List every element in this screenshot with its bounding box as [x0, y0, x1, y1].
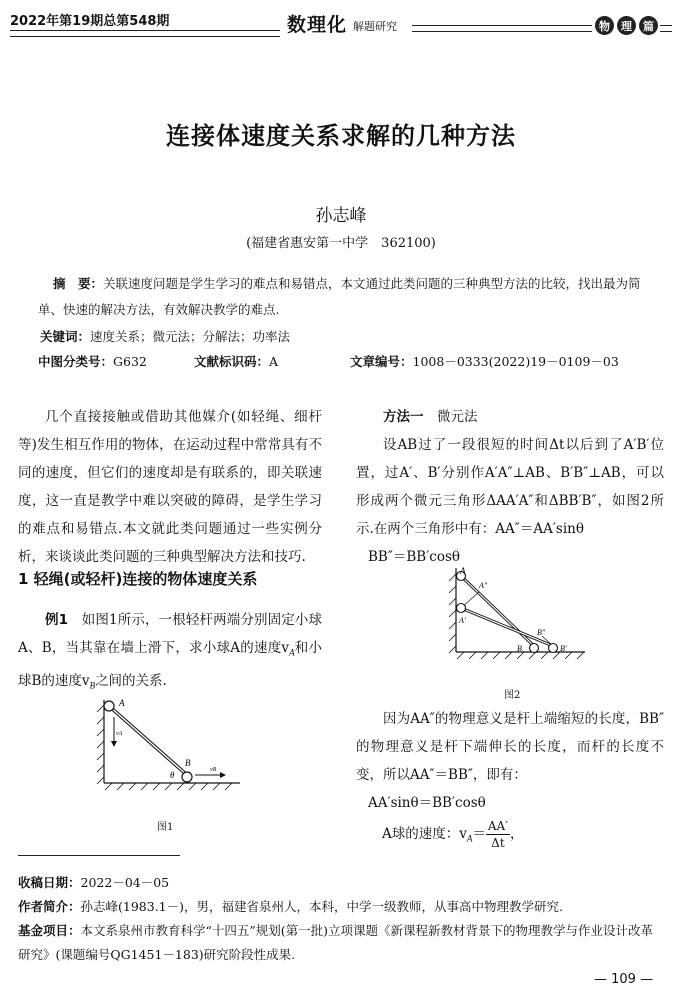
label-va: vA — [116, 731, 123, 737]
wall-hatch — [449, 574, 456, 653]
figure-2-caption: 图2 — [504, 690, 521, 701]
ball-b1 — [549, 644, 558, 653]
ball-a1 — [457, 604, 466, 613]
figure-2 — [440, 566, 590, 666]
header-rule-middle — [412, 25, 592, 32]
equation-va: A球的速度：$v_A=$ $\frac{AA'}{\Delta t}$ ， — [382, 819, 524, 850]
explanation-paragraph: 因为AA″的物理意义是杆上端缩短的长度，BB″的物理意义是杆下端伸长的长度，而杆的长度不变，所以AA″＝BB″，即有： — [356, 711, 664, 783]
fraction: $\frac{AA'}{\Delta t}$ — [487, 819, 508, 850]
issue-info: 2022年第19期总第548期 — [10, 14, 170, 29]
ball-b — [530, 644, 539, 653]
label-theta: θ — [170, 770, 175, 780]
author-bio: 作者简介：孙志峰(1983.1－)，男，福建省泉州人，本科，中学一级教师，从事高中物理教学研究. — [18, 899, 563, 914]
method-label: 方法一 — [383, 409, 424, 425]
label-a: A — [460, 566, 466, 576]
example-label: 例1 — [45, 612, 69, 628]
author-affiliation: (福建省惠安第一中学 362100) — [246, 236, 436, 251]
magazine-subtitle: 解题研究 — [353, 20, 397, 33]
abstract — [38, 271, 642, 323]
section-heading: 1 轻绳(或轻杆)连接的物体速度关系 — [18, 570, 258, 588]
left-column — [18, 403, 322, 571]
label-a: A — [119, 698, 125, 708]
method-paragraph: 设AB过了一段很短的时间Δt以后到了A′B′位置，过A′、B′分别作A′A″⊥AB、B′B″⊥AB，可以形成两个微元三角形ΔAA′A″和ΔBB′B″，如图2所示.在两个三角形中有：AA″＝AA′sinθ — [356, 437, 664, 537]
right-column-lower — [356, 705, 664, 817]
figure-1-caption: 图1 — [157, 822, 174, 833]
clc: 中图分类号：G632 — [38, 354, 147, 369]
section-badge: 物 — [595, 16, 614, 35]
abstract-text: 关联速度问题是学生学习的难点和易错点，本文通过此类问题的三种典型方法的比较，找出最为简单、快速的解决方法，有效解决教学的难点. — [38, 276, 641, 317]
article-author: 孙志峰 — [315, 206, 367, 226]
ball-a — [104, 701, 114, 711]
magazine-name: 数理化 — [287, 14, 348, 36]
example-1: 例1 如图1所示，一根轻杆两端分别固定小球A、B，当其靠在墙上滑下，求小球A的速度$v_A$和小球B的速度$v_B$之间的关系. — [18, 612, 323, 691]
label-b2: B″ — [537, 628, 546, 637]
doc-code: 文献标识码：A — [194, 354, 279, 369]
header-rule-left — [10, 30, 280, 37]
floor-hatch — [105, 783, 232, 790]
keywords-text: 速度关系；微元法；分解法；功率法 — [90, 329, 291, 344]
right-column — [356, 403, 664, 571]
intro-paragraph: 几个直接接触或借助其他媒介(如轻绳、细杆等)发生相互作用的物体，在运动过程中常常具有不同的速度，但它们的速度却是有联系的，即关联速度，这一直是教学中难以突破的障碍，是学生学习的难点和易错点.本文就此类问题通过一些实例分析，来谈谈此类问题的三种典型解决方法和技巧. — [18, 409, 322, 565]
equation-sin-cos: AA′sinθ＝BB′cosθ — [368, 795, 486, 811]
label-b: B — [185, 758, 191, 768]
section-badge: 篇 — [639, 16, 658, 35]
received-date: 收稿日期：2022－04－05 — [18, 875, 170, 890]
article-title: 连接体速度关系求解的几种方法 — [166, 122, 516, 150]
equation-bb: BB″＝BB′cosθ — [368, 549, 461, 565]
figure-1 — [92, 695, 242, 800]
floor-hatch — [457, 652, 584, 659]
label-vb: vB — [210, 767, 217, 773]
wall-hatch — [97, 705, 104, 784]
keywords-label: 关键词： — [40, 329, 91, 344]
footnote-rule — [18, 855, 180, 856]
label-a1: A′ — [459, 616, 466, 625]
section-badge: 理 — [617, 16, 636, 35]
method-name: 微元法 — [423, 409, 478, 425]
ball-b — [182, 772, 192, 782]
label-a2: A″ — [479, 581, 488, 590]
funding: 基金项目：本文系泉州市教育科学“十四五”规划(第一批)立项课题《新课程新教材背景下的物理教学与作业设计改革研究》(课题编号QG1451－183)研究阶段性成果. — [18, 923, 654, 962]
keywords — [38, 324, 644, 350]
label-b: B — [517, 644, 522, 653]
header-rule-right — [660, 25, 672, 32]
abstract-label: 摘 要： — [53, 276, 104, 291]
article-number: 文章编号：1008－0333(2022)19－0109－03 — [350, 354, 619, 369]
label-b1: B′ — [560, 644, 567, 653]
page-number: — 109 — — [594, 972, 654, 987]
